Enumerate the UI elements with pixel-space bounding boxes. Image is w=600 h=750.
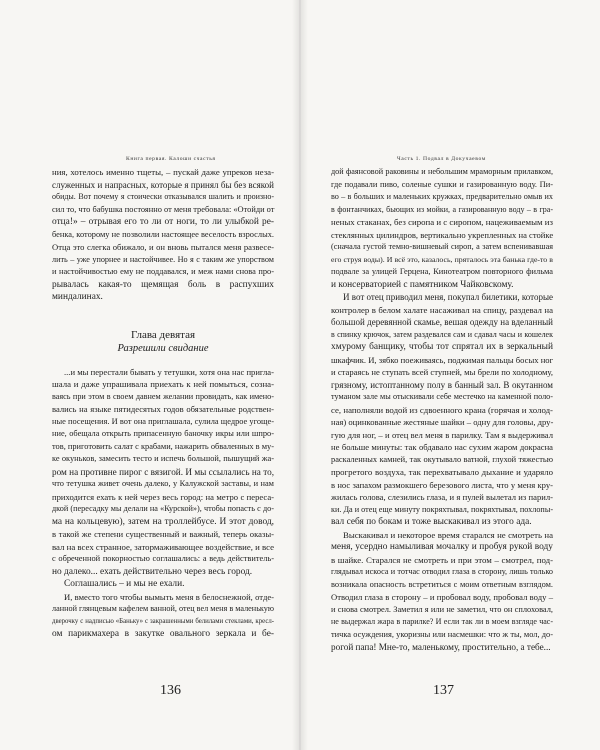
page-number: 137 bbox=[433, 683, 454, 698]
text-line: его струя воды). И всё это, казалось, пряталось эта банька где-то в bbox=[331, 254, 553, 264]
text-line: ма на кольцевую), затем на троллейбусе. И этот довод, bbox=[52, 516, 274, 527]
text-line: се, наполняли водой из сдвоенного крана (горячая и холод- bbox=[331, 404, 553, 415]
text-line: и стараясь не ступать всей ступней, мы брели по холодному, bbox=[331, 367, 553, 377]
text-line: глядывал искоса и тотчас отводил глаза в сторону, лишь только bbox=[331, 567, 553, 576]
text-line: в такой же степени существенный и важный, теперь оказы- bbox=[52, 529, 274, 539]
text-line: туманом зале мы отыскивали себе местечко на каменной поло- bbox=[331, 392, 553, 401]
text-line: И вот отец приводил меня, покупал билетики, которые bbox=[343, 292, 553, 302]
text-line: Отводил глаза в сторону – и пробовал воду, пробовал воду – bbox=[331, 592, 553, 602]
text-line: рывалась какая-то щемящая боль в распухших bbox=[52, 279, 274, 290]
text-line: и снова смотрел. Заметил я или не заметил, что он сплоховал, bbox=[331, 604, 553, 614]
text-line: Соглашались – и мы не ехали. bbox=[64, 579, 185, 589]
text-line: Отца это слегка обижало, и он вновь пытался меня развесе- bbox=[52, 242, 274, 252]
text-line: дверочку с надписью «Баньку» с закрашенными белилами стеклами, кресл- bbox=[52, 617, 274, 625]
text-line: прогретого воздуха, так перехватывало дыхание и ударяло bbox=[331, 467, 553, 477]
right-page-text bbox=[331, 166, 553, 654]
text-line: ке окуньков, замесить тесто и испечь большой, пышущий жа- bbox=[52, 454, 274, 463]
text-line: меня, усердно намыливая мочалку и пробуя рукой воду bbox=[331, 542, 553, 552]
text-line: во – в больших и маленьких кружках, предварительно омыв их bbox=[331, 192, 553, 201]
text-line: вал на всех странное, затормаживающее воздействие, и все bbox=[52, 541, 275, 552]
text-line: дкой (пересадку мы делали на «Курской»), чтобы попасть с до- bbox=[52, 504, 274, 513]
text-line: ваясь при этом в своем давнем желании провидать, как имено- bbox=[52, 391, 274, 401]
text-line: приходится ехать к ней через весь город: на метро с переса- bbox=[52, 491, 274, 502]
text-line: но далеко... ехать действительно через весь город. bbox=[52, 566, 253, 577]
text-line: в фонтанчиках, бьющих из мойки, а газированную воду – в гра- bbox=[331, 204, 553, 214]
text-line: служенных и напрасных, которые я принял бы без всякой bbox=[52, 179, 274, 190]
text-line: не больше минуты: так обдавало нас сухим жаром докрасна bbox=[331, 442, 553, 452]
text-line: шала и даже упрашивала приехать к ней помыться, созна- bbox=[52, 379, 274, 389]
text-line: шкафчик. И, зябко поеживаясь, поджимая пальцы босых ног bbox=[331, 354, 554, 365]
text-line: что тетушка живет очень далеко, у Калужской заставы, и нам bbox=[52, 479, 274, 488]
text-line: с обреченной покорностью соглашались: а ведь действитель- bbox=[52, 554, 274, 563]
text-line: ные посещения. И вот она приглашала, сулила щедрое угоще- bbox=[52, 416, 274, 426]
text-line: в нос запахом размокшего березового листа, что у меня кру- bbox=[331, 479, 553, 490]
left-running-head: Книга первая. Калоши счастья bbox=[126, 156, 216, 162]
text-line: вал себя по бокам и тоже выскакивал из этого ада. bbox=[331, 517, 532, 527]
text-line: ние, обещала открыть припасенную баночку икры или шпро- bbox=[52, 429, 274, 438]
chapter-heading bbox=[52, 328, 274, 356]
text-line: И, вместо того чтобы вымыть меня в белоснежной, отде- bbox=[64, 591, 274, 602]
text-line: бенка, которому не позволили настоящее веселость взрослых. bbox=[52, 229, 274, 239]
page-number: 136 bbox=[160, 683, 181, 698]
text-line: в шайке. Старался не смотреть и при этом – смотрел, под- bbox=[331, 554, 553, 565]
text-line: ...и мы перестали бывать у тетушки, хотя она нас пригла- bbox=[64, 366, 274, 377]
text-line: ом парикмахера в закутке овального зеркала и бе- bbox=[52, 629, 274, 639]
text-line: вались на языке пятидесятых годов обязательные родствен- bbox=[52, 404, 274, 414]
chapter-title: Глава девятая bbox=[130, 328, 196, 341]
text-line: сил то, что бабушка постоянно от меня требовала: «Отойди от bbox=[52, 204, 275, 214]
text-line: ланной глянцевым кафелем ванной, отец вел меня в маленькую bbox=[52, 604, 274, 613]
text-line: отца!» – отрывая его то ли от ноги, то ли улыбкой ре- bbox=[52, 217, 274, 227]
text-line: большой деревянной скамье, вешая одежду на вделанный bbox=[331, 317, 553, 327]
text-line: лить – уже упорнее и настойчивее. Но я с таким же упорством bbox=[52, 254, 274, 264]
text-line: ром на противне пирог с вязигой. И мы ссылались на то, bbox=[52, 466, 274, 477]
text-line: (сначала густой темно-вишневый сироп, а затем вспенивавшая bbox=[331, 242, 553, 251]
text-line: гую для ног, – и отец вел меня в парилку. Там я выдерживал bbox=[331, 429, 553, 440]
left-page-text bbox=[52, 166, 274, 641]
text-line: хмурому банщику, чтобы тот спрятал их в зеркальный bbox=[331, 342, 553, 352]
text-line: и настойчивостью ему не поддавался, и меж нами снова про- bbox=[52, 267, 274, 276]
text-line: дой фаянсовой раковины и небольшим мраморным прилавком, bbox=[331, 167, 553, 176]
text-line: возникала опасность встретиться с моим ответным взглядом. bbox=[331, 579, 553, 589]
book-gutter bbox=[292, 0, 308, 750]
text-line: не выдержал жара в парилке? И если так ли в моем взгляде час- bbox=[331, 617, 553, 626]
text-line: рогой папа! Мне-то, маленькому, простительно, а тебе... bbox=[331, 642, 551, 652]
chapter-subtitle: Разрешили свидание bbox=[117, 342, 209, 354]
text-line: ния, хотелось именно тщеты, – пускай даже упреков неза- bbox=[52, 167, 274, 177]
text-line: тичка осуждения, укоризны или насмешки: что ж ты, мол, до- bbox=[331, 629, 553, 639]
right-running-head: Часть 1. Подвал в Докучаевом bbox=[397, 156, 486, 162]
text-line: контролер в белом халате насаживал на спицу, раздевал на bbox=[331, 304, 553, 315]
left-page bbox=[0, 0, 299, 750]
text-line: жилась голова, слезились глаза, и я пулей вылетал из парил- bbox=[331, 492, 553, 502]
text-line: Выскакивал и некоторое время старался не смотреть на bbox=[343, 529, 553, 540]
text-line: раскаленных камней, так окутывало ватной, глухой тяжестью bbox=[331, 454, 553, 464]
text-line: ная) оцинкованные жестяные шайки – одну для головы, дру- bbox=[331, 417, 554, 427]
text-line: ки. Да и отец еще минуту покряхтывал, покряхтывал, похлопы- bbox=[331, 504, 554, 514]
text-line: неных стаканах, без сиропа и с сиропом, нацеживаемым из bbox=[331, 217, 553, 227]
right-page bbox=[301, 0, 600, 750]
text-line: в спинку крючок, затем раздевался сам и сдавал часы и кошелек bbox=[331, 329, 553, 339]
text-line: миндалинах. bbox=[52, 292, 103, 302]
text-line: стеклянных цилиндров, вертикально укрепленных на стойке bbox=[331, 229, 554, 240]
text-line: грязному, истоптанному полу в банный зал. В окутанном bbox=[331, 379, 553, 390]
text-line: обиды. Вот почему я стоически отказывался шалить и произно- bbox=[52, 192, 274, 201]
text-line: и консерваторией с памятником Чайковскому. bbox=[331, 279, 514, 290]
text-line: тов, приготовить салат с крабами, нажарить обваленных в му- bbox=[52, 441, 274, 451]
text-line: подвале за улицей Герцена, Кинотеатром повторного фильма bbox=[331, 267, 553, 276]
text-line: где подавали пиво, соленые сушки и газированную воду. Пи- bbox=[331, 179, 553, 189]
